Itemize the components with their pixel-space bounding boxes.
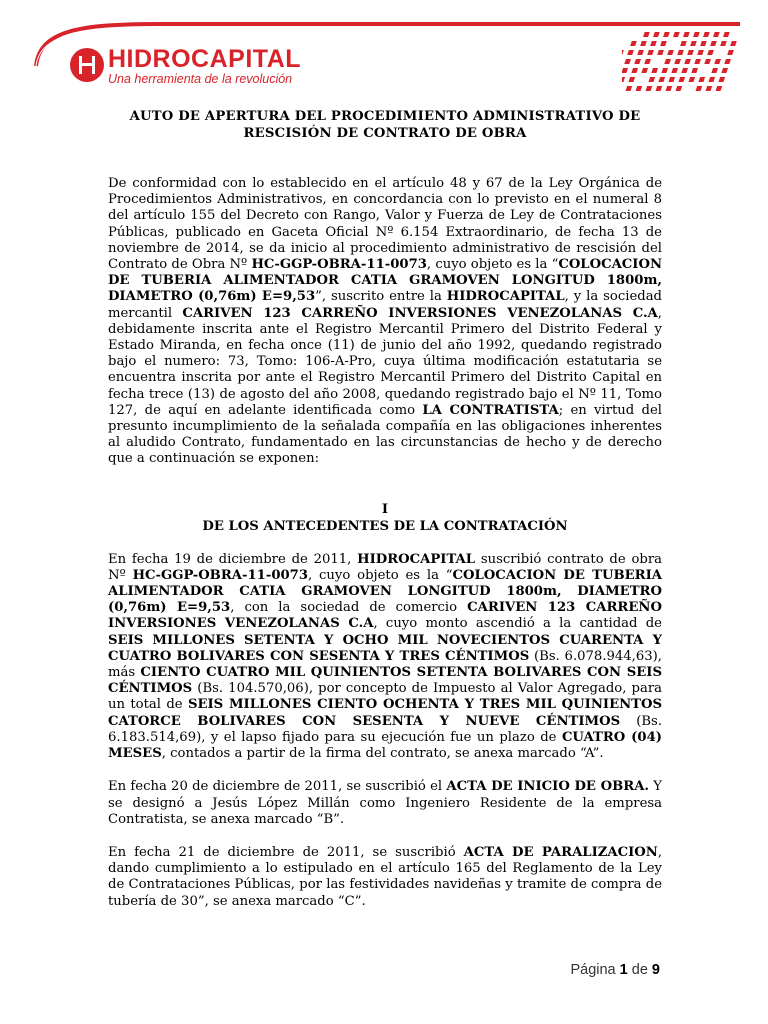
decorative-dot bbox=[653, 32, 660, 37]
decorative-dot bbox=[664, 59, 671, 64]
decorative-dot bbox=[658, 77, 665, 82]
bold-run: CARIVEN 123 CARREÑO INVERSIONES VENEZOLANAS C.A bbox=[108, 600, 662, 632]
decorative-dot bbox=[651, 68, 658, 73]
decorative-dot bbox=[624, 59, 631, 64]
text-run: ”, suscrito entre la bbox=[315, 289, 447, 305]
decorative-dot bbox=[622, 77, 625, 82]
decorative-dot bbox=[634, 59, 641, 64]
decorative-dot bbox=[700, 41, 707, 46]
text-run: En fecha 19 de diciembre de 2011, bbox=[108, 551, 358, 567]
decorative-dot bbox=[626, 86, 633, 91]
antecedent-paragraph-3 bbox=[108, 845, 662, 910]
decorative-dot bbox=[627, 50, 634, 55]
intro-paragraph bbox=[108, 176, 662, 468]
decorative-dot bbox=[710, 41, 717, 46]
text-run: (Bs. 6.078.944,63), más bbox=[108, 648, 662, 681]
text-run: En fecha 20 de diciembre de 2011, se suscribió el bbox=[108, 779, 447, 795]
text-run: ; en virtud del presunto incumplimiento de la señalada compañía en las obligaciones inherentes al aludido Contrato, fundamentado en las circunstancias de hecho y de derecho que a continuación se exponen: bbox=[108, 402, 662, 467]
decorative-dot bbox=[716, 86, 723, 91]
decorative-dot bbox=[708, 77, 715, 82]
page-current: 1 bbox=[619, 962, 628, 978]
decorative-dot bbox=[724, 59, 731, 64]
text-run: , contados a partir de la firma del contrato, se anexa marcado “A”. bbox=[161, 746, 604, 762]
bold-run: SEIS MILLONES CIENTO OCHENTA Y TRES MIL QUINIENTOS CATORCE BOLIVARES CON SESENTA Y NUEVE CÉNTIMOS bbox=[108, 697, 662, 729]
decorative-dot bbox=[657, 50, 664, 55]
title-line-1: AUTO DE APERTURA DEL PROCEDIMIENTO ADMINISTRATIVO DE bbox=[129, 109, 641, 124]
text-run: Y se designó a Jesús López Millán como Ingeniero Residente de la empresa Contratista, se anexa marcado “B”. bbox=[108, 779, 662, 827]
decorative-dot bbox=[622, 50, 624, 55]
decorative-dot bbox=[628, 77, 635, 82]
bold-run: COLOCACION DE TUBERIA ALIMENTADOR CATIA GRAMOVEN LONGITUD 1800m, DIAMETRO (0,76m) E=9,53 bbox=[108, 567, 662, 616]
bold-run: ACTA DE PARALIZACION bbox=[463, 844, 658, 860]
decorative-dot bbox=[637, 50, 644, 55]
decorative-dot bbox=[641, 68, 648, 73]
decorative-dot bbox=[636, 86, 643, 91]
decorative-dot bbox=[647, 50, 654, 55]
section-title: DE LOS ANTECEDENTES DE LA CONTRATACIÓN bbox=[202, 518, 568, 534]
page-total: 9 bbox=[651, 962, 660, 978]
decorative-dot bbox=[671, 68, 678, 73]
decorative-dot bbox=[630, 41, 637, 46]
document-body bbox=[108, 108, 662, 910]
decorative-dot bbox=[631, 68, 638, 73]
decorative-dot bbox=[674, 59, 681, 64]
title-line-2: RESCISIÓN DE CONTRATO DE OBRA bbox=[243, 126, 527, 141]
decorative-dot bbox=[718, 77, 725, 82]
text-run: , y la sociedad mercantil bbox=[108, 289, 662, 321]
decorative-dot bbox=[661, 68, 668, 73]
decorative-dot bbox=[684, 59, 691, 64]
text-run: En fecha 21 de diciembre de 2011, se suscribió bbox=[108, 844, 464, 860]
document-title bbox=[108, 108, 662, 142]
decorative-dot bbox=[696, 86, 703, 91]
decorative-dot bbox=[666, 86, 673, 91]
page-header bbox=[0, 0, 768, 100]
logo-tagline: Una herramienta de la revolución bbox=[108, 72, 293, 86]
decorative-dot bbox=[648, 77, 655, 82]
bold-run: CUATRO (04) MESES bbox=[108, 729, 662, 762]
decorative-dot bbox=[676, 86, 683, 91]
bold-run: SEIS MILLONES SETENTA Y OCHO MIL NOVECIENTOS CUARENTA Y CUATRO BOLIVARES CON SESENTA Y TRES CÉNTIMOS bbox=[108, 632, 662, 664]
decorative-dot bbox=[721, 68, 728, 73]
decorative-dot bbox=[703, 32, 710, 37]
bold-run: ACTA DE INICIO DE OBRA. bbox=[446, 779, 650, 795]
text-run: De conformidad con lo establecido en el artículo 48 y 67 de la Ley Orgánica de Procedimientos Administrativos, en concordancia con lo previsto en el numeral 8 del artículo 155 del Decreto con Rango, Valor y Fuerza de Ley de Contrataciones Públicas, publicado en Gaceta Oficial Nº 6.154 Extraordinario, de fecha 13 de noviembre de 2014, se da inicio al procedimiento administrativo de rescisión del Contrato de Obra Nº bbox=[108, 176, 662, 273]
decorative-dot bbox=[687, 50, 694, 55]
text-run: , con la sociedad de comercio bbox=[230, 600, 468, 616]
decorative-dot bbox=[697, 50, 704, 55]
decorative-dot bbox=[706, 86, 713, 91]
page-label: Página bbox=[570, 962, 616, 978]
decorative-dot bbox=[690, 41, 697, 46]
text-run: (Bs. 104.570,06), por concepto de Impuesto al Valor Agregado, para un total de bbox=[108, 681, 662, 713]
text-run: , cuyo monto ascendió a la cantidad de bbox=[373, 616, 662, 632]
bold-run: HC-GGP-OBRA-11-0073 bbox=[251, 257, 427, 273]
bold-run: LA CONTRATISTA bbox=[422, 402, 559, 418]
text-run: , dando cumplimiento a lo estipulado en el artículo 165 del Reglamento de la Ley de Contrataciones Públicas, por las festividades navideñas y tramite de compra de tubería de 30”, se anexa marcado “C”. bbox=[108, 844, 663, 909]
text-run: suscribió contrato de obra Nº bbox=[108, 551, 662, 583]
decorative-dot bbox=[723, 32, 730, 37]
logo-mark-icon bbox=[70, 48, 104, 82]
decorative-dot bbox=[727, 50, 734, 55]
decorative-dot bbox=[688, 77, 695, 82]
decorative-dot bbox=[640, 41, 647, 46]
decorative-dot bbox=[730, 41, 737, 46]
decorative-dot bbox=[668, 77, 675, 82]
hidrocapital-logo bbox=[70, 45, 302, 86]
decorative-dot bbox=[656, 86, 663, 91]
bold-run: HIDROCAPITAL bbox=[357, 551, 476, 567]
decorative-dot bbox=[694, 59, 701, 64]
dot-grid-decoration bbox=[622, 28, 752, 98]
decorative-dot bbox=[663, 32, 670, 37]
decorative-dot bbox=[650, 41, 657, 46]
decorative-dot bbox=[646, 86, 653, 91]
decorative-dot bbox=[678, 77, 685, 82]
antecedent-paragraph-2 bbox=[108, 779, 662, 828]
decorative-dot bbox=[714, 59, 721, 64]
text-run: (Bs. 6.183.514,69), y el lapso fijado para su ejecución fue un plazo de bbox=[108, 713, 662, 745]
section-number: I bbox=[381, 501, 389, 517]
page-of: de bbox=[631, 962, 648, 978]
decorative-dot bbox=[677, 50, 684, 55]
decorative-dot bbox=[673, 32, 680, 37]
antecedent-paragraph-1 bbox=[108, 552, 662, 763]
decorative-dot bbox=[711, 68, 718, 73]
bold-run: HC-GGP-OBRA-11-0073 bbox=[132, 567, 309, 583]
decorative-dot bbox=[698, 77, 705, 82]
bold-run: CARIVEN 123 CARREÑO INVERSIONES VENEZOLANAS C.A bbox=[182, 305, 658, 321]
bold-run: COLOCACION DE TUBERIA ALIMENTADOR CATIA GRAMOVEN LONGITUD 1800m, DIAMETRO (0,76m) E=9,53 bbox=[108, 257, 663, 305]
decorative-dot bbox=[691, 68, 698, 73]
decorative-dot bbox=[683, 32, 690, 37]
bold-run: HIDROCAPITAL bbox=[446, 289, 565, 305]
decorative-dot bbox=[693, 32, 700, 37]
text-run: , cuyo objeto es la “ bbox=[308, 567, 453, 583]
decorative-dot bbox=[643, 32, 650, 37]
decorative-dot bbox=[681, 68, 688, 73]
decorative-dot bbox=[704, 59, 711, 64]
decorative-dot bbox=[622, 68, 628, 73]
logo-name: HIDROCAPITAL bbox=[108, 45, 302, 73]
bold-run: CIENTO CUATRO MIL QUINIENTOS SETENTA BOLIVARES CON SEIS CÉNTIMOS bbox=[108, 665, 662, 697]
decorative-dot bbox=[660, 41, 667, 46]
decorative-dot bbox=[680, 41, 687, 46]
decorative-dot bbox=[667, 50, 674, 55]
text-run: , cuyo objeto es la “ bbox=[426, 257, 559, 273]
decorative-dot bbox=[713, 32, 720, 37]
decorative-dot bbox=[720, 41, 727, 46]
decorative-dot bbox=[644, 59, 651, 64]
decorative-dot bbox=[707, 50, 714, 55]
text-run: , debidamente inscrita ante el Registro Mercantil Primero del Distrito Federal y Estado Miranda, en fecha once (11) de junio del año 1992, quedando registrado bajo el numero: 73, Tomo: 106-A-Pro, cuya última modificación estatutaria se encuentra inscrita por ante el Registro Mercantil Primero del Distrito Capital en fecha trece (13) de agosto del año 2008, quedando registrado bajo el Nº 11, Tomo 127, de aquí en adelante identificada como bbox=[108, 305, 662, 418]
page-number bbox=[570, 962, 660, 978]
